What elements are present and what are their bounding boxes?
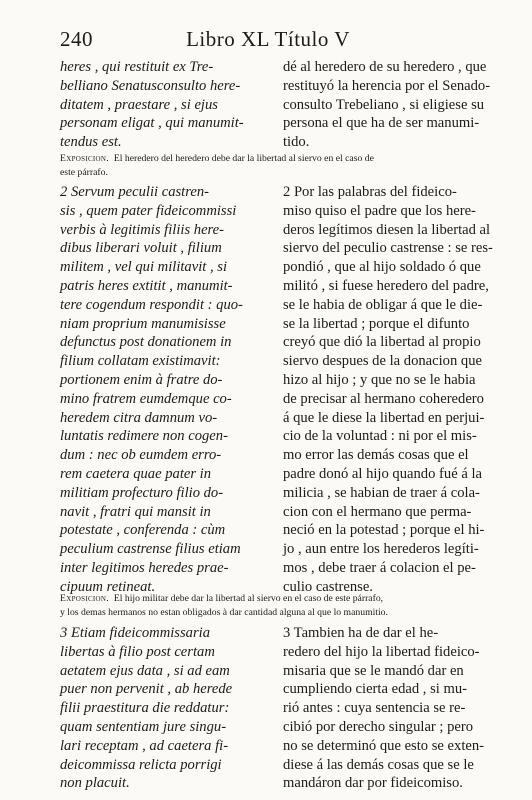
spanish-line: cion con el hermano que perma- bbox=[283, 503, 472, 520]
spanish-line: restituyó la herencia por el Senado- bbox=[283, 77, 491, 94]
spanish-line: pondió , que al hijo soldado ó que bbox=[283, 259, 481, 276]
latin-line: defunctus post donationem in bbox=[60, 334, 232, 351]
latin-line: dum : nec ob eumdem erro- bbox=[60, 447, 222, 464]
latin-line: ditatem , praestare , si ejus bbox=[60, 96, 218, 113]
spanish-line: deros legítimos diesen la libertad al bbox=[283, 221, 491, 238]
latin-line: non placuit. bbox=[60, 775, 130, 792]
latin-line: aetatem ejus data , si ad eam bbox=[60, 662, 230, 679]
spanish-line: 2 Por las palabras del fideico- bbox=[283, 184, 457, 200]
spanish-line: mos , debe traer á colacion el pe- bbox=[283, 559, 476, 576]
latin-line: niam proprium manumisisse bbox=[60, 315, 226, 332]
spanish-line: miso quiso el padre que los here- bbox=[283, 202, 476, 219]
latin-line: navit , fratri qui mansit in bbox=[60, 503, 211, 520]
latin-line: lari receptam , ad caetera fi- bbox=[60, 737, 229, 754]
spanish-line: jo , aun entre los herederos legíti- bbox=[283, 541, 479, 558]
exposition-note-1 bbox=[60, 152, 490, 179]
spanish-line: no se determinó que esto se exten- bbox=[283, 737, 485, 754]
spanish-line: dé al heredero de su heredero , que bbox=[283, 59, 487, 75]
spanish-line: se le habia de obligar á que le die- bbox=[283, 296, 483, 313]
spanish-line: consulto Trebeliano , si eligiese su bbox=[283, 96, 485, 113]
spanish-column-1 bbox=[283, 58, 491, 152]
spanish-line: cumpliendo cierta edad , si mu- bbox=[283, 681, 467, 698]
spanish-line: neció en la potestad ; porque el hi- bbox=[283, 522, 485, 539]
exposition-text: este párrafo. bbox=[60, 166, 108, 178]
spanish-line: se la libertad ; porque el difunto bbox=[283, 315, 470, 332]
latin-line: militiam profecturo filio do- bbox=[60, 484, 224, 501]
spanish-line: creyó que dió la libertad al propio bbox=[283, 334, 481, 351]
spanish-line: milicia , se habian de traer á cola- bbox=[283, 484, 480, 501]
spanish-line: hizo al hijo ; y que no se le habia bbox=[283, 371, 476, 388]
latin-line: libertas à filio post certam bbox=[60, 643, 215, 660]
spanish-line: cibió por derecho singular ; pero bbox=[283, 718, 474, 735]
latin-column-3 bbox=[60, 624, 270, 793]
latin-line: filii praestitura die reddatur: bbox=[60, 700, 230, 717]
spanish-line: padre donó al hijo quando fué á la bbox=[283, 465, 482, 482]
running-title: Libro XL Título V bbox=[186, 27, 350, 51]
spanish-line: cio de la voluntad : ni por el mis- bbox=[283, 428, 477, 445]
latin-line: luntatis redimere non cogen- bbox=[60, 428, 228, 445]
spanish-line: á que le diese la libertad en perjui- bbox=[283, 409, 485, 426]
latin-line: rem caetera quae pater in bbox=[60, 465, 212, 482]
latin-column-1 bbox=[60, 58, 270, 152]
latin-line: tendus est. bbox=[60, 134, 122, 151]
spanish-line: siervo del peculio castrense : se res- bbox=[283, 240, 493, 257]
latin-line: filium collatam existimavit: bbox=[60, 353, 221, 370]
latin-line: inter legitimos heredes prae- bbox=[60, 559, 229, 576]
latin-line: 3 Etiam fideicommissaria bbox=[60, 625, 210, 641]
page-number: 240 bbox=[60, 27, 93, 51]
spanish-column-3 bbox=[283, 624, 488, 793]
latin-line: personam eligat , qui manumit- bbox=[60, 115, 244, 132]
exposition-label: Exposicion. bbox=[60, 153, 109, 164]
latin-line: verbis à legitimis filiis here- bbox=[60, 221, 225, 238]
latin-line: cipuum retineat. bbox=[60, 578, 156, 595]
spanish-line: 3 Tambien ha de dar el he- bbox=[283, 625, 439, 641]
latin-line: peculium castrense filius etiam bbox=[60, 541, 241, 558]
spanish-line: tido. bbox=[283, 134, 310, 151]
latin-line: portionem enim à fratre do- bbox=[60, 371, 223, 388]
latin-line: tere cogendum respondit : quo- bbox=[60, 296, 243, 313]
spanish-line: diese á las demás cosas que se le bbox=[283, 756, 474, 773]
spanish-line: siervo despues de la donacion que bbox=[283, 353, 482, 370]
latin-line: heredem citra damnum vo- bbox=[60, 409, 218, 426]
spanish-line: militó , si fuese heredero del padre, bbox=[283, 277, 489, 294]
exposition-note-2 bbox=[60, 592, 490, 619]
latin-line: puer non pervenit , ab herede bbox=[60, 681, 233, 698]
latin-line: patris heres extitit , manumit- bbox=[60, 277, 233, 294]
latin-line: mino fratrem eumdemque co- bbox=[60, 390, 232, 407]
spanish-line: mo error las demás cosas que el bbox=[283, 447, 469, 464]
latin-line: militem , vel qui militavit , si bbox=[60, 259, 227, 276]
spanish-line: culio castrense. bbox=[283, 578, 373, 595]
latin-line: potestate , conferenda : cùm bbox=[60, 522, 226, 539]
latin-line: 2 Servum peculii castren- bbox=[60, 184, 210, 200]
exposition-label: Exposicion. bbox=[60, 593, 109, 604]
spanish-line: de precisar al hermano coheredero bbox=[283, 390, 484, 407]
spanish-line: misaria que se le mandó dar en bbox=[283, 662, 464, 679]
spanish-line: persona el que ha de ser manumi- bbox=[283, 115, 480, 132]
spanish-column-2 bbox=[283, 183, 493, 597]
page-header bbox=[60, 27, 476, 53]
spanish-line: mandáron dar por fideicomiso. bbox=[283, 775, 463, 792]
exposition-text: El hijo militar debe dar la libertad al siervo en el caso de este párrafo, bbox=[113, 593, 384, 604]
latin-line: deicommissa relicta porrigi bbox=[60, 756, 222, 773]
exposition-text: y los demas hermanos no estan obligados à dar cantidad alguna al que lo manumitio. bbox=[60, 606, 388, 618]
latin-line: heres , qui restituit ex Tre- bbox=[60, 59, 214, 75]
latin-column-2 bbox=[60, 183, 270, 597]
spanish-line: rió antes : cuya sentencia se re- bbox=[283, 700, 466, 717]
latin-line: belliano Senatusconsulto here- bbox=[60, 77, 241, 94]
spanish-line: redero del hijo la libertad fideico- bbox=[283, 643, 480, 660]
exposition-text: El heredero del heredero debe dar la libertad al siervo en el caso de bbox=[113, 153, 374, 164]
latin-line: quam sententiam jure singu- bbox=[60, 718, 227, 735]
latin-line: sis , quem pater fideicommissi bbox=[60, 202, 237, 219]
latin-line: dibus liberari voluit , filium bbox=[60, 240, 222, 257]
